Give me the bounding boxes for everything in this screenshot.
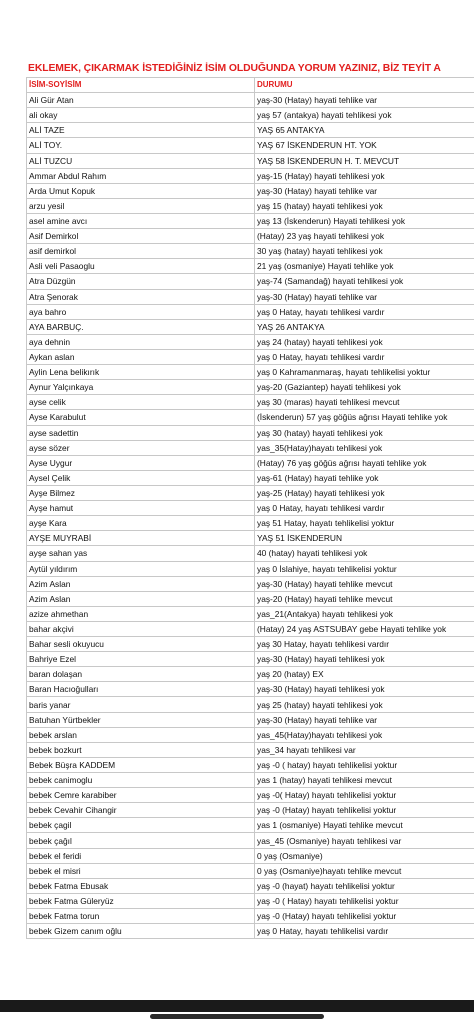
name-cell: ayse sözer [27, 440, 255, 455]
name-cell: Bahriye Ezel [27, 652, 255, 667]
table-row [27, 501, 474, 516]
status-cell: yaş-30 (Hatay) hayati tehlike var [255, 93, 474, 108]
table-row [27, 274, 474, 289]
status-cell: yaş 0 İslahiye, hayatı tehlikelisi yoktur [255, 561, 474, 576]
table-row [27, 803, 474, 818]
name-cell: AYŞE MUYRABİ [27, 531, 255, 546]
status-cell: yaş 30 Hatay, hayatı tehlikesi vardır [255, 637, 474, 652]
status-cell: yaş 0 Hatay, hayatı tehlikelisi vardır [255, 924, 474, 939]
status-cell: yaş-30 (Hatay) hayati tehlikesi yok [255, 652, 474, 667]
status-cell: 40 (hatay) hayati tehlikesi yok [255, 546, 474, 561]
table-row [27, 924, 474, 939]
status-cell: yaş 15 (hatay) hayati tehlikesi yok [255, 198, 474, 213]
name-cell: ALİ TAZE [27, 123, 255, 138]
name-cell: Atra Şenorak [27, 289, 255, 304]
name-cell: ALİ TUZCU [27, 153, 255, 168]
table-row [27, 244, 474, 259]
table-row [27, 621, 474, 636]
name-cell: Ayşe Bilmez [27, 485, 255, 500]
status-cell: yaş-30 (Hatay) hayati tehlikesi yok [255, 682, 474, 697]
status-cell: yas_45(Hatay)hayatı tehlikesi yok [255, 727, 474, 742]
table-body [27, 93, 474, 939]
sheet-title-banner: EKLEMEK, ÇIKARMAK İSTEDİĞİNİZ İSİM OLDUĞUNDA YORUM YAZINIZ, BİZ TEYİT A [28, 63, 441, 74]
name-cell: bebek çagil [27, 818, 255, 833]
status-cell: yaş 30 (maras) hayati tehlikesi mevcut [255, 395, 474, 410]
name-cell: Ali Gür Atan [27, 93, 255, 108]
name-cell: ayse celik [27, 395, 255, 410]
name-cell: ayse sadettin [27, 425, 255, 440]
status-cell: yaş 51 Hatay, hayatı tehlikelisi yoktur [255, 516, 474, 531]
name-cell: bebek canimoglu [27, 773, 255, 788]
table-row [27, 516, 474, 531]
name-cell: bebek Gizem canım oğlu [27, 924, 255, 939]
name-cell: Ammar Abdul Rahım [27, 168, 255, 183]
status-cell: yaş 0 Kahramanmaraş, hayatı tehlikelisi yoktur [255, 365, 474, 380]
status-cell: YAŞ 67 İSKENDERUN HT. YOK [255, 138, 474, 153]
column-header-status: DURUMU [255, 78, 474, 93]
status-cell: yaş 57 (antakya) hayati tehlikesi yok [255, 108, 474, 123]
status-cell: yaş 30 (hatay) hayati tehlikesi yok [255, 425, 474, 440]
name-cell: bebek Cemre karabiber [27, 788, 255, 803]
table-row [27, 198, 474, 213]
status-cell: yas_34 hayatı tehlikesi var [255, 742, 474, 757]
name-cell: Asif Demirkol [27, 229, 255, 244]
name-cell: bebek çağıl [27, 833, 255, 848]
table-row [27, 757, 474, 772]
table-row [27, 667, 474, 682]
status-cell: yaş-30 (Hatay) hayati tehlike var [255, 183, 474, 198]
column-header-name: İSİM-SOYİSİM [27, 78, 255, 93]
status-cell: yas_35(Hatay)hayatı tehlikesi yok [255, 440, 474, 455]
victims-table [26, 77, 474, 939]
name-cell: azize ahmethan [27, 606, 255, 621]
name-cell: aya bahro [27, 304, 255, 319]
name-cell: bebek Fatma torun [27, 909, 255, 924]
status-cell: YAŞ 51 İSKENDERUN [255, 531, 474, 546]
table-row [27, 349, 474, 364]
name-cell: baran dolaşan [27, 667, 255, 682]
name-cell: Asli veli Pasaoglu [27, 259, 255, 274]
status-cell: yaş-30 (Hatay) hayati tehlike var [255, 289, 474, 304]
table-row [27, 531, 474, 546]
status-cell: yaş-20 (Hatay) hayati tehlike mevcut [255, 591, 474, 606]
table-row [27, 123, 474, 138]
status-cell: yaş 25 (hatay) hayati tehlikesi yok [255, 697, 474, 712]
name-cell: Azim Aslan [27, 576, 255, 591]
table-row [27, 682, 474, 697]
status-cell: YAŞ 26 ANTAKYA [255, 319, 474, 334]
status-cell: yaş 0 Hatay, hayatı tehlikesi vardır [255, 501, 474, 516]
table-row [27, 380, 474, 395]
status-cell: yaş-74 (Samandağ) hayati tehlikesi yok [255, 274, 474, 289]
screen-bottom-bar [0, 1000, 474, 1012]
name-cell: bahar akçivi [27, 621, 255, 636]
name-cell: Azim Aslan [27, 591, 255, 606]
status-cell: 30 yaş (hatay) hayati tehlikesi yok [255, 244, 474, 259]
table-row [27, 727, 474, 742]
status-cell: yaş -0( Hatay) hayatı tehlikelisi yoktur [255, 788, 474, 803]
name-cell: Aysel Çelik [27, 470, 255, 485]
status-cell: yaş 0 Hatay, hayatı tehlikesi vardır [255, 304, 474, 319]
table-row [27, 893, 474, 908]
status-cell: yaş 0 Hatay, hayatı tehlikesi vardır [255, 349, 474, 364]
table-row [27, 153, 474, 168]
status-cell: yaş 24 (hatay) hayati tehlikesi yok [255, 334, 474, 349]
table-row [27, 909, 474, 924]
table-row [27, 848, 474, 863]
table-row [27, 576, 474, 591]
table-row [27, 591, 474, 606]
table-row [27, 319, 474, 334]
name-cell: baris yanar [27, 697, 255, 712]
table-row [27, 863, 474, 878]
table-row [27, 425, 474, 440]
status-cell: (Hatay) 24 yaş ASTSUBAY gebe Hayati tehlike yok [255, 621, 474, 636]
name-cell: bebek Fatma Güleryüz [27, 893, 255, 908]
table-row [27, 742, 474, 757]
name-cell: Atra Düzgün [27, 274, 255, 289]
status-cell: yaş-30 (Hatay) hayati tehlike var [255, 712, 474, 727]
table-row [27, 183, 474, 198]
name-cell: bebek el feridi [27, 848, 255, 863]
table-row [27, 470, 474, 485]
status-cell: yaş -0 ( Hatay) hayatı tehlikelisi yoktur [255, 893, 474, 908]
home-indicator[interactable] [150, 1014, 324, 1019]
table-row [27, 138, 474, 153]
status-cell: yaş 13 (İskenderun) Hayati tehlikesi yok [255, 213, 474, 228]
name-cell: bebek bozkurt [27, 742, 255, 757]
status-cell: yas 1 (osmaniye) Hayati tehlike mevcut [255, 818, 474, 833]
status-cell: yaş -0 (hayat) hayatı tehlikelisi yoktur [255, 878, 474, 893]
name-cell: Bahar sesli okuyucu [27, 637, 255, 652]
table-row [27, 878, 474, 893]
table-row [27, 108, 474, 123]
status-cell: yaş -0 ( hatay) hayatı tehlikelisi yoktur [255, 757, 474, 772]
table-row [27, 712, 474, 727]
status-cell: yas_45 (Osmaniye) hayatı tehlikesi var [255, 833, 474, 848]
name-cell: Ayşe hamut [27, 501, 255, 516]
status-cell: (İskenderun) 57 yaş göğüs ağrısı Hayati tehlike yok [255, 410, 474, 425]
status-cell: yaş-15 (Hatay) hayati tehlikesi yok [255, 168, 474, 183]
status-cell: yaş-61 (Hatay) hayati tehlike yok [255, 470, 474, 485]
table-row [27, 168, 474, 183]
name-cell: Aykan aslan [27, 349, 255, 364]
status-cell: 0 yaş (Osmaniye) [255, 848, 474, 863]
table-row [27, 213, 474, 228]
table-row [27, 440, 474, 455]
table-row [27, 259, 474, 274]
name-cell: asif demirkol [27, 244, 255, 259]
status-cell: 0 yaş (Osmaniye)hayatı tehlike mevcut [255, 863, 474, 878]
name-cell: Arda Umut Kopuk [27, 183, 255, 198]
table-row [27, 289, 474, 304]
table-row [27, 546, 474, 561]
name-cell: bebek arslan [27, 727, 255, 742]
table-row [27, 606, 474, 621]
status-cell: YAŞ 65 ANTAKYA [255, 123, 474, 138]
table-row [27, 229, 474, 244]
name-cell: aya dehnin [27, 334, 255, 349]
table-row [27, 637, 474, 652]
table-row [27, 833, 474, 848]
name-cell: Aynur Yalçınkaya [27, 380, 255, 395]
status-cell: 21 yaş (osmaniye) Hayati tehlike yok [255, 259, 474, 274]
status-cell: yaş-25 (Hatay) hayati tehlikesi yok [255, 485, 474, 500]
name-cell: ayşe Kara [27, 516, 255, 531]
name-cell: Aylin Lena belikırık [27, 365, 255, 380]
table-row [27, 818, 474, 833]
status-cell: YAŞ 58 İSKENDERUN H. T. MEVCUT [255, 153, 474, 168]
status-cell: yaş-30 (Hatay) hayati tehlike mevcut [255, 576, 474, 591]
status-cell: yaş-20 (Gaziantep) hayati tehlikesi yok [255, 380, 474, 395]
table-row [27, 334, 474, 349]
name-cell: bebek Cevahir Cihangir [27, 803, 255, 818]
status-cell: yaş -0 (Hatay) hayatı tehlikelisi yoktur [255, 803, 474, 818]
name-cell: Aytül yıldırım [27, 561, 255, 576]
name-cell: bebek Fatma Ebusak [27, 878, 255, 893]
table-row [27, 93, 474, 108]
name-cell: bebek el misri [27, 863, 255, 878]
table-row [27, 788, 474, 803]
name-cell: arzu yesil [27, 198, 255, 213]
status-cell: yaş 20 (hatay) EX [255, 667, 474, 682]
table-row [27, 455, 474, 470]
name-cell: AYA BARBUÇ. [27, 319, 255, 334]
name-cell: asel amine avcı [27, 213, 255, 228]
table-row [27, 410, 474, 425]
table-header-row [27, 78, 474, 93]
table-row [27, 652, 474, 667]
name-cell: ali okay [27, 108, 255, 123]
table-row [27, 697, 474, 712]
name-cell: ALİ TOY. [27, 138, 255, 153]
status-cell: yaş -0 (Hatay) hayatı tehlikelisi yoktur [255, 909, 474, 924]
status-cell: (Hatay) 76 yaş göğüs ağrısı hayati tehlike yok [255, 455, 474, 470]
name-cell: Ayse Uygur [27, 455, 255, 470]
status-cell: (Hatay) 23 yaş hayati tehlikesi yok [255, 229, 474, 244]
name-cell: Baran Hacıoğulları [27, 682, 255, 697]
status-cell: yas 1 (hatay) hayati tehlikesi mevcut [255, 773, 474, 788]
table-row [27, 485, 474, 500]
name-cell: Bebek Büşra KADDEM [27, 757, 255, 772]
status-cell: yas_21(Antakya) hayatı tehlikesi yok [255, 606, 474, 621]
name-cell: Ayse Karabulut [27, 410, 255, 425]
name-cell: Batuhan Yürtbekler [27, 712, 255, 727]
table-row [27, 561, 474, 576]
table-row [27, 304, 474, 319]
table-row [27, 773, 474, 788]
name-cell: ayşe sahan yas [27, 546, 255, 561]
table-row [27, 365, 474, 380]
table-row [27, 395, 474, 410]
